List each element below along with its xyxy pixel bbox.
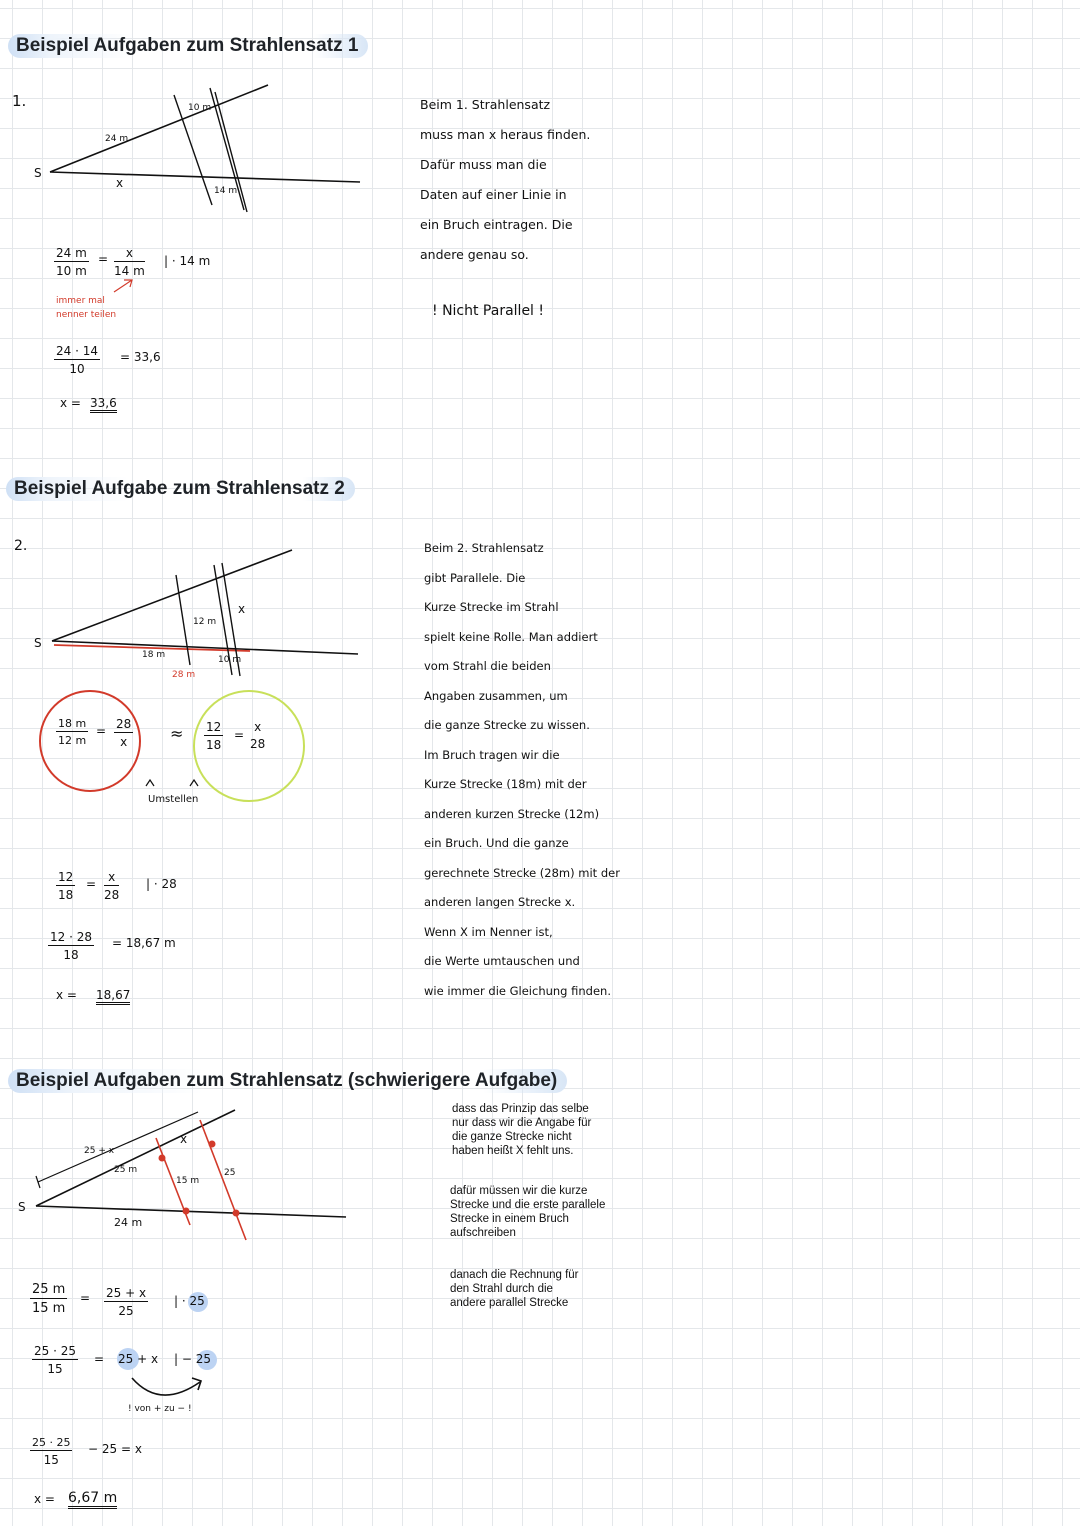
s1-eq1-equals: = bbox=[98, 252, 109, 266]
s2-explanation-line: Im Bruch tragen wir die bbox=[424, 747, 560, 762]
s2-eq1-right-num: x bbox=[104, 870, 119, 886]
s1-explanation-line: andere genau so. bbox=[420, 247, 529, 262]
s3-eq1-operation: | · 25 bbox=[174, 1294, 205, 1308]
s2-eq1-equals: = bbox=[86, 877, 97, 891]
s2-label-x: x bbox=[238, 602, 246, 616]
s1-explanation-line: muss man x heraus finden. bbox=[420, 127, 591, 142]
s2-explanation-line: Wenn X im Nenner ist, bbox=[424, 924, 553, 939]
s1-eq1-right-den: 14 m bbox=[114, 264, 145, 278]
s2-explanation-line: anderen kurzen Strecke (12m) bbox=[424, 806, 600, 821]
s1-note-line2: nenner teilen bbox=[56, 310, 117, 320]
s2-eq2-num: 12 · 28 bbox=[50, 930, 92, 944]
s2-explanation-line: anderen langen Strecke x. bbox=[424, 895, 576, 909]
s1-label-10m: 10 m bbox=[188, 103, 212, 113]
s3-arrow-note: ! von + zu − ! bbox=[128, 1404, 192, 1414]
s2-explanation-line: ein Bruch. Und die ganze bbox=[424, 836, 569, 850]
s3-eq1-equals: = bbox=[80, 1291, 91, 1305]
s3-answer-value: 6,67 m bbox=[68, 1490, 117, 1509]
s2-label-18m: 18 m bbox=[142, 650, 166, 660]
s3-eq2-equals: = bbox=[94, 1352, 105, 1366]
s3-answer-label: x = bbox=[34, 1492, 55, 1506]
s2-eq1-left-den: 18 bbox=[58, 888, 74, 902]
s2-explanation-line: vom Strahl die beiden bbox=[424, 659, 551, 673]
s3-upper-ray bbox=[36, 1110, 235, 1206]
s2-eq1-operation: | · 28 bbox=[146, 877, 177, 891]
s3-eq1-left-fraction bbox=[30, 1282, 67, 1316]
s3-eq1-right-den: 25 bbox=[118, 1304, 134, 1318]
s3-eq3-rest: − 25 = x bbox=[88, 1442, 142, 1456]
s2-explanation-line: gibt Parallele. Die bbox=[424, 570, 526, 585]
s3-label-24m: 24 m bbox=[114, 1216, 143, 1229]
s2-label-28m: 28 m bbox=[172, 670, 196, 680]
s1-eq1-operation: | · 14 m bbox=[164, 254, 211, 268]
s2-explanation bbox=[424, 534, 620, 1006]
s1-warning: ! Nicht Parallel ! bbox=[432, 303, 545, 319]
s1-eq1-left-num: 24 m bbox=[56, 246, 87, 260]
s2-answer-label: x = bbox=[56, 988, 77, 1002]
s2-eq1-left-num: 12 bbox=[58, 870, 74, 884]
s3-point bbox=[233, 1210, 240, 1217]
s3-lower-ray bbox=[36, 1206, 346, 1217]
s1-answer-value: 33,6 bbox=[90, 396, 117, 413]
s2-green-left-num: 12 bbox=[206, 720, 222, 734]
s1-eq2-result: = 33,6 bbox=[120, 350, 161, 364]
s2-eq1-right-den: 28 bbox=[104, 888, 120, 902]
s2-green-equals: = bbox=[234, 728, 245, 742]
s2-explanation-line: gerechnete Strecke (28m) mit der bbox=[424, 865, 620, 880]
s2-explanation-line: wie immer die Gleichung finden. bbox=[424, 983, 611, 998]
s3-eq1-right-fraction bbox=[104, 1286, 148, 1318]
s2-green-left-den: 18 bbox=[206, 738, 222, 752]
s2-red-right-den: x bbox=[120, 735, 128, 749]
s2-explanation-line: Beim 2. Strahlensatz bbox=[424, 541, 544, 555]
s3-label-25m: 25 m bbox=[114, 1165, 138, 1175]
s2-explanation-line: spielt keine Rolle. Man addiert bbox=[424, 629, 598, 644]
s3-label-25x: 25 + x bbox=[84, 1146, 115, 1156]
s2-explanation-line: Kurze Strecke (18m) mit der bbox=[424, 777, 587, 791]
s2-green-right-den: 28 bbox=[250, 737, 266, 751]
s3-origin-label: S bbox=[18, 1200, 26, 1214]
section3-title: Beispiel Aufgaben zum Strahlensatz (schwierigere Aufgabe) bbox=[8, 1069, 567, 1093]
section1-title: Beispiel Aufgaben zum Strahlensatz 1 bbox=[8, 34, 368, 58]
s2-explanation-line: Kurze Strecke im Strahl bbox=[424, 600, 559, 614]
s3-eq1-left-num: 25 m bbox=[32, 1282, 66, 1297]
s3-eq1-left-den: 15 m bbox=[32, 1301, 66, 1316]
s1-answer-label: x = bbox=[60, 396, 81, 410]
s3-point bbox=[159, 1155, 166, 1162]
curved-arrow-icon bbox=[132, 1378, 200, 1395]
s3-eq2-operation: | − 25 bbox=[174, 1352, 211, 1366]
s2-eq2-den: 18 bbox=[63, 948, 79, 962]
s3-eq2-rhs: 25 + x bbox=[118, 1352, 159, 1366]
s2-eq2-result: = 18,67 m bbox=[112, 936, 176, 950]
s2-label-12m: 12 m bbox=[193, 617, 217, 627]
s1-eq1-right-num: x bbox=[114, 246, 145, 262]
s1-explanation-line: Daten auf einer Linie in bbox=[420, 187, 567, 202]
section2-title: Beispiel Aufgabe zum Strahlensatz 2 bbox=[6, 477, 355, 501]
s2-explanation-line: die Werte umtauschen und bbox=[424, 954, 580, 968]
s1-explanation bbox=[420, 90, 590, 270]
s3-eq1-right-num: 25 + x bbox=[106, 1286, 147, 1300]
s3-label-25: 25 bbox=[224, 1168, 236, 1178]
s2-answer-value: 18,67 bbox=[96, 988, 130, 1005]
s3-eq3-fraction bbox=[30, 1436, 72, 1467]
s1-label-14m: 14 m bbox=[214, 186, 238, 196]
s3-label-x: x bbox=[180, 1132, 188, 1146]
s2-approx: ≈ bbox=[170, 724, 184, 743]
s2-label-10m: 10 m bbox=[218, 655, 242, 665]
s3-text-block-1: dass das Prinzip das selbe nur dass wir die Angabe für die ganze Strecke nicht haben heißt X fehlt uns. bbox=[452, 1103, 592, 1157]
section2-number: 2. bbox=[14, 538, 28, 554]
s2-red-left-den: 12 m bbox=[58, 734, 87, 747]
s3-text-block-3: danach die Rechnung für den Strahl durch die andere parallel Strecke bbox=[450, 1269, 579, 1309]
s1-eq2-num: 24 · 14 bbox=[56, 344, 98, 358]
s2-red-equals: = bbox=[96, 724, 107, 738]
s2-explanation-line: Angaben zusammen, um bbox=[424, 688, 568, 703]
s1-eq1-left-den: 10 m bbox=[56, 264, 87, 278]
s1-origin-label: S bbox=[34, 166, 42, 180]
s1-explanation-line: Dafür muss man die bbox=[420, 157, 547, 172]
s2-origin-label: S bbox=[34, 636, 42, 650]
s2-red-left-num: 18 m bbox=[58, 717, 87, 730]
s3-eq2-fraction bbox=[32, 1344, 78, 1376]
s3-red-parallel-2 bbox=[200, 1120, 246, 1240]
s3-eq2-den: 15 bbox=[47, 1362, 63, 1376]
s2-green-right-num: x bbox=[254, 720, 262, 734]
s2-explanation-line: die ganze Strecke zu wissen. bbox=[424, 718, 590, 732]
s3-text-block-2: dafür müssen wir die kurze Strecke und die erste parallele Strecke in einem Bruch aufschreiben bbox=[450, 1185, 606, 1239]
s3-eq2-num: 25 · 25 bbox=[34, 1344, 76, 1358]
section1-number: 1. bbox=[12, 92, 27, 110]
s2-umstellen: Umstellen bbox=[148, 794, 199, 805]
s3-label-15m: 15 m bbox=[176, 1176, 200, 1186]
s3-point bbox=[209, 1141, 216, 1148]
s1-explanation-line: Beim 1. Strahlensatz bbox=[420, 97, 551, 112]
s1-eq2-den: 10 bbox=[69, 362, 85, 376]
s1-label-x: x bbox=[116, 176, 124, 190]
s1-label-24m: 24 m bbox=[105, 134, 129, 144]
s3-eq3-num: 25 · 25 bbox=[32, 1436, 71, 1449]
s2-red-right-num: 28 bbox=[116, 717, 132, 731]
s1-note-line1: immer mal bbox=[56, 296, 105, 306]
s1-explanation-line: ein Bruch eintragen. Die bbox=[420, 217, 573, 232]
s3-point bbox=[183, 1208, 190, 1215]
s3-eq3-den: 15 bbox=[43, 1453, 59, 1467]
